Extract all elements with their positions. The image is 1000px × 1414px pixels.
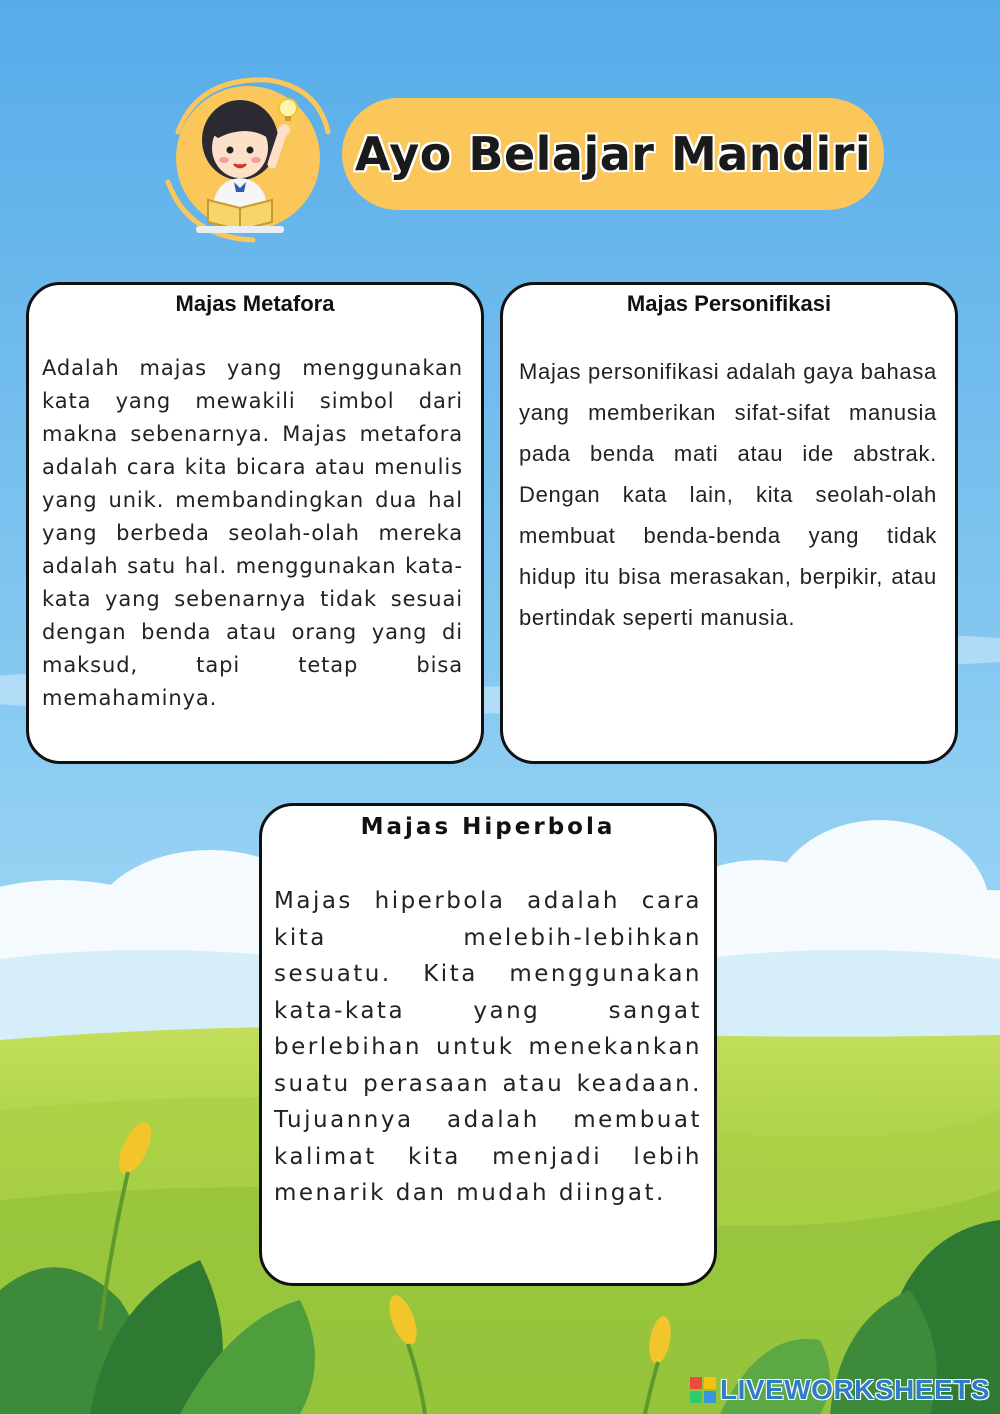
card-majas-hiperbola xyxy=(259,803,717,1286)
card-body: Majas personifikasi adalah gaya bahasa yang memberikan sifat-sifat manusia pada benda mati atau ide abstrak. Dengan kata lain, kita seolah-olah membuat benda-benda yang tidak hidup itu bisa merasakan, berpikir, atau bertindak seperti manusia. xyxy=(519,359,937,630)
page-title: Ayo Belajar Mandiri xyxy=(354,127,872,181)
card-title: Majas Metafora xyxy=(175,291,335,316)
liveworksheets-logo-icon xyxy=(690,1377,716,1403)
card-title: Majas Hiperbola xyxy=(360,814,616,840)
card-majas-personifikasi xyxy=(500,282,958,764)
card-title: Majas Personifikasi xyxy=(626,291,832,316)
mascot-badge xyxy=(158,72,336,244)
title-banner xyxy=(342,98,884,210)
girl-reading-book-icon xyxy=(158,72,336,244)
card-body: Majas hiperbola adalah cara kita melebih-lebihkan sesuatu. Kita menggunakan kata-kata yang sangat berlebihan untuk menekankan suatu perasaan atau keadaan. Tujuannya adalah membuat kalimat kita menjadi lebih menarik dan mudah diingat. xyxy=(274,888,702,1206)
liveworksheets-watermark[interactable] xyxy=(690,1374,990,1406)
watermark-text: LIVEWORKSHEETS xyxy=(720,1374,990,1405)
card-body: Adalah majas yang menggunakan kata yang mewakili simbol dari makna sebenarnya. Majas metafora adalah cara kita bicara atau menulis yang unik. membandingkan dua hal yang berbeda seolah-olah mereka adalah satu hal. menggunakan kata-kata yang sebenarnya tidak sesuai dengan benda atau orang yang di maksud, tapi tetap bisa memahaminya. xyxy=(42,356,463,710)
card-majas-metafora xyxy=(26,282,484,764)
